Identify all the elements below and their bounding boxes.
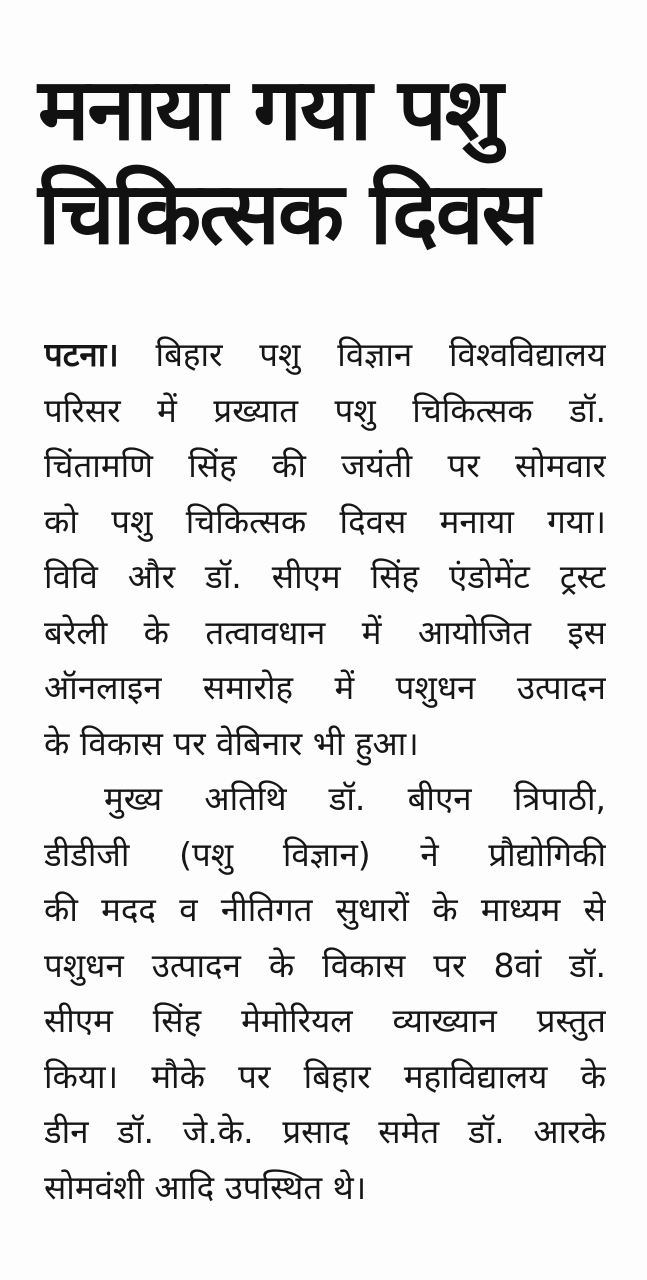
body-line: किया। मौके पर बिहार महाविद्यालय के [44, 1056, 606, 1096]
body-line: की मदद व नीतिगत सुधारों के माध्यम से [44, 890, 606, 929]
body-line: को पशु चिकित्सक दिवस मनाया गया। [44, 501, 606, 541]
body-line [44, 327, 606, 383]
body-line: मुख्य अतिथि डॉ. बीएन त्रिपाठी, [104, 779, 606, 818]
dateline: पटना। [44, 335, 119, 374]
body-line: ऑनलाइन समारोह में पशुधन उत्पादन [44, 668, 606, 707]
body-line: चिंतामणि सिंह की जयंती पर सोमवार [44, 446, 606, 485]
body-line: डीडीजी (पशु विज्ञान) ने प्रौद्योगिकी [44, 834, 606, 874]
body-line: के विकास पर वेबिनार भी हुआ। [44, 723, 419, 763]
headline [38, 58, 618, 266]
body-line: सोमवंशी आदि उपस्थित थे। [44, 1167, 367, 1207]
body-line: बरेली के तत्वावधान में आयोजित इस [44, 612, 606, 652]
body-line: डीन डॉ. जे.के. प्रसाद समेत डॉ. आरके [44, 1112, 606, 1151]
body-line-text: बिहार पशु विज्ञान विश्वविद्यालय [118, 335, 606, 374]
body-line: पशुधन उत्पादन के विकास पर 8वां डॉ. [44, 945, 606, 985]
headline-line-2: चिकित्सक दिवस [38, 164, 538, 264]
body-line: सीएम सिंह मेमोरियल व्याख्यान प्रस्तुत [44, 1001, 606, 1040]
body-line: परिसर में प्रख्यात पशु चिकित्सक डॉ. [44, 390, 606, 430]
body-line: विवि और डॉ. सीएम सिंह एंडोमेंट ट्रस्ट [44, 557, 606, 596]
article-body [44, 327, 606, 1215]
headline-line-1: मनाया गया पशु [38, 60, 502, 160]
